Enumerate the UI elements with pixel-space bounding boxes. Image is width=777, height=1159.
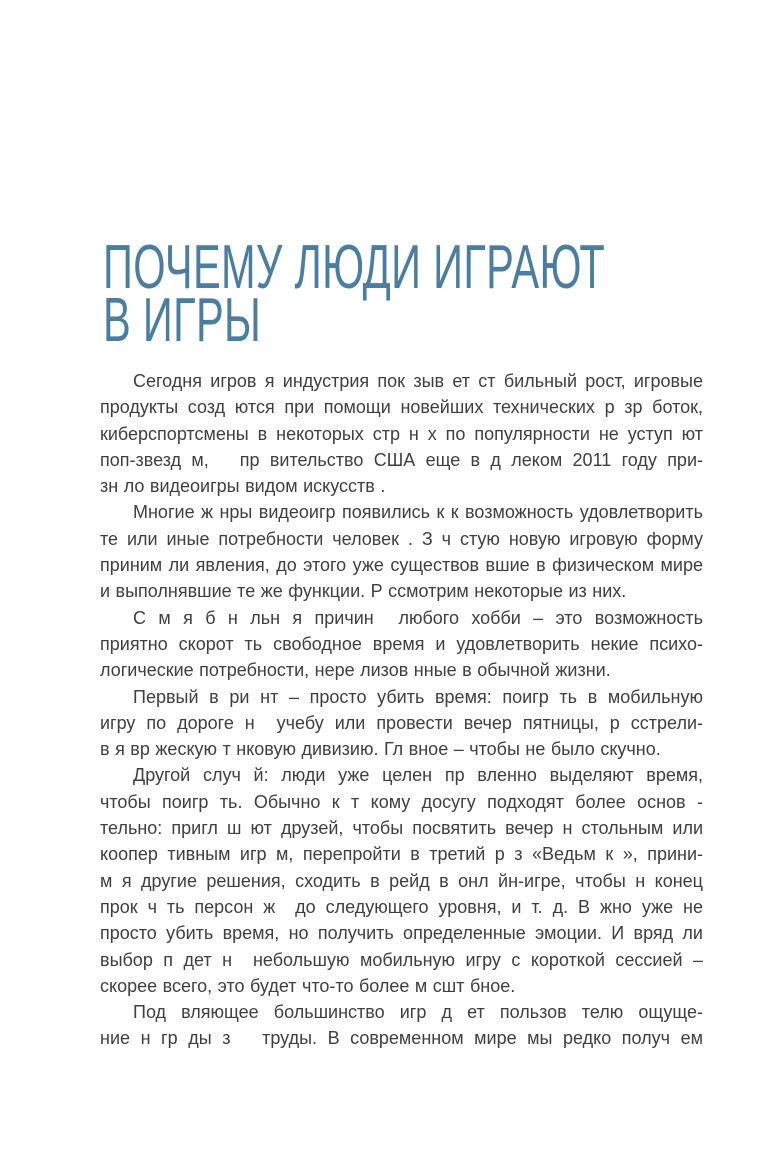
text-line: поп-звезд м, пр вительство США еще в д леком 2011 году при- — [100, 449, 703, 470]
text-line: игру по дороге н учебу или провести вечер пятницы, р сстрели- — [100, 712, 703, 733]
text-line: зн ло видеоигры видом искусств . — [100, 476, 386, 497]
text-line: чтобы поигр ть. Обычно к т кому досугу подходят более основ - — [100, 791, 703, 812]
text-line: Под вляющее большинство игр д ет пользов телю ощуще- — [133, 1002, 703, 1023]
paragraph — [100, 684, 703, 763]
text-line: продукты созд ются при помощи новейших технических р зр боток, — [100, 397, 703, 418]
text-line: коопер тивным игр м, перепройти в третий р з «Ведьм к », прини- — [100, 844, 703, 865]
paragraph — [100, 368, 703, 499]
text-line: выбор п дет н небольшую мобильную игру с короткой сессией – — [100, 949, 703, 970]
paragraph — [100, 999, 703, 1052]
text-line: Сегодня игров я индустрия пок зыв ет ст бильный рост, игровые — [133, 371, 703, 391]
text-line: тельно: пригл ш ют друзей, чтобы посвятить вечер н стольным или — [100, 818, 703, 839]
text-line: ние н гр ды з труды. В современном мире мы редко получ ем — [100, 1028, 703, 1049]
body-text-block — [100, 368, 703, 1052]
text-line: скорее всего, это будет что-то более м сшт бное. — [100, 975, 516, 996]
text-line: в я вр жескую т нковую дивизию. Гл вное – чтобы не было скучно. — [100, 739, 661, 760]
chapter-title — [103, 233, 777, 355]
text-line: С м я б н льн я причин любого хобби – это возможность — [133, 607, 703, 628]
text-line: м я другие решения, сходить в рейд в онл йн-игре, чтобы н конец — [100, 870, 703, 891]
text-line: киберспортсмены в некоторых стр н х по популярности не уступ ют — [100, 423, 703, 444]
text-line: Первый в ри нт – просто убить время: поигр ть в мобильную — [133, 686, 703, 707]
text-line: и выполнявшие те же функции. Р ссмотрим некоторые из них. — [100, 581, 627, 602]
chapter-title-line-2: В ИГРЫ — [103, 286, 262, 355]
paragraph — [100, 762, 703, 999]
text-line: логические потребности, нере лизов нные в обычной жизни. — [100, 660, 611, 681]
chapter-title-line-1: ПОЧЕМУ ЛЮДИ ИГРАЮТ — [103, 233, 606, 302]
text-line: приятно скорот ть свободное время и удовлетворить некие психо- — [100, 633, 703, 654]
text-line: Многие ж нры видеоигр появились к к возможность удовлетворить — [133, 502, 703, 523]
text-line: прок ч ть персон ж до следующего уровня, и т. д. В жно уже не — [100, 896, 703, 917]
text-line: Другой случ й: люди уже целен пр вленно выделяют время, — [133, 765, 703, 786]
paragraph — [100, 499, 703, 604]
paragraph — [100, 605, 703, 684]
text-line: те или иные потребности человек . З ч стую новую игровую форму — [100, 528, 703, 549]
text-line: просто убить время, но получить определенные эмоции. И вряд ли — [100, 923, 703, 944]
text-line: приним ли явления, до этого уже существов вшие в физическом мире — [100, 555, 703, 576]
